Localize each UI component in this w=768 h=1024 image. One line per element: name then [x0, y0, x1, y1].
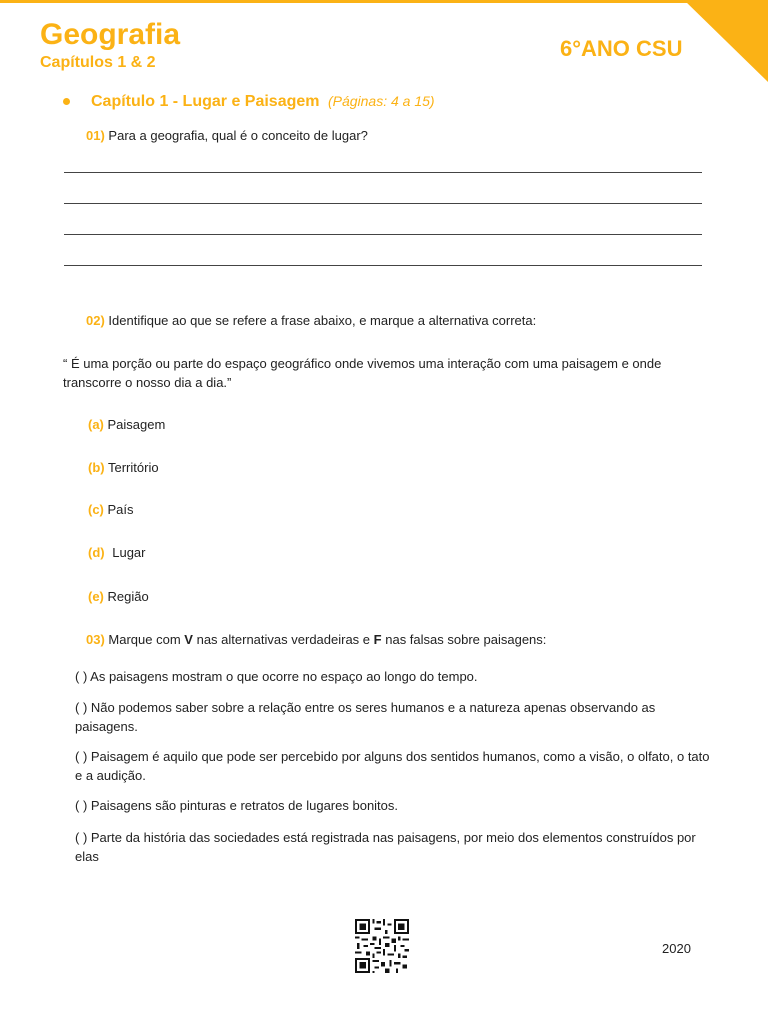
option-text: País: [107, 502, 134, 517]
chapter-name: Capítulo 1 - Lugar e Paisagem: [91, 93, 320, 110]
question-3: [86, 632, 546, 647]
question-1: [86, 128, 368, 143]
question-2: [86, 313, 536, 328]
statement-item[interactable]: ( ) As paisagens mostram o que ocorre no espaço ao longo do tempo.: [75, 669, 478, 684]
answer-line[interactable]: [64, 203, 702, 204]
bullet-icon: [63, 98, 70, 105]
question-text-part: nas falsas sobre paisagens:: [385, 632, 547, 647]
page-title: Geografia: [40, 18, 181, 51]
option-c[interactable]: [88, 502, 134, 517]
chapter-pages: (Páginas: 4 a 15): [327, 93, 435, 109]
question-number: 01): [86, 128, 105, 143]
false-marker: F: [373, 632, 382, 647]
corner-decoration: [684, 0, 768, 82]
statement-item[interactable]: ( ) Paisagem é aquilo que pode ser percebido por alguns dos sentidos humanos, como a visão, o olfato, o tato e a audição.: [75, 749, 710, 783]
option-a[interactable]: [88, 417, 165, 432]
statement-item[interactable]: ( ) Paisagens são pinturas e retratos de lugares bonitos.: [75, 798, 399, 813]
option-text: Paisagem: [107, 417, 166, 432]
option-text: Lugar: [112, 545, 146, 560]
question-text-part: nas alternativas verdadeiras e: [196, 632, 371, 647]
option-text: Território: [108, 460, 159, 475]
option-e[interactable]: [88, 589, 149, 604]
grade-label: 6°ANO CSU: [560, 36, 683, 61]
option-b[interactable]: [88, 460, 159, 475]
option-text: Região: [107, 589, 149, 604]
question-number: 03): [86, 632, 105, 647]
question-text: Para a geografia, qual é o conceito de lugar?: [108, 128, 368, 143]
option-letter: (b): [88, 460, 105, 475]
statement-item[interactable]: ( ) Não podemos saber sobre a relação entre os seres humanos e a natureza apenas observando as paisagens.: [75, 700, 656, 734]
option-letter: (e): [88, 589, 104, 604]
option-d[interactable]: [88, 545, 145, 560]
option-letter: (d): [88, 545, 105, 560]
answer-line[interactable]: [64, 265, 702, 266]
top-accent-rule: [0, 0, 768, 3]
option-letter: (a): [88, 417, 104, 432]
quote-text: “ É uma porção ou parte do espaço geográfico onde vivemos uma interação com uma paisagem e onde transcorre o nosso dia a dia.”: [63, 356, 662, 390]
qr-code-icon: [355, 919, 409, 973]
question-text-part: Marque com: [108, 632, 181, 647]
statement-item[interactable]: ( ) Parte da história das sociedades está registrada nas paisagens, por meio dos elementos construídos por elas: [75, 830, 696, 864]
page-subtitle: Capítulos 1 & 2: [40, 54, 156, 71]
answer-line[interactable]: [64, 234, 702, 235]
option-letter: (c): [88, 502, 104, 517]
answer-line[interactable]: [64, 172, 702, 173]
chapter-heading: [91, 93, 435, 111]
question-text: Identifique ao que se refere a frase abaixo, e marque a alternativa correta:: [108, 313, 537, 328]
year-label: 2020: [662, 941, 691, 956]
true-marker: V: [184, 632, 193, 647]
question-number: 02): [86, 313, 105, 328]
